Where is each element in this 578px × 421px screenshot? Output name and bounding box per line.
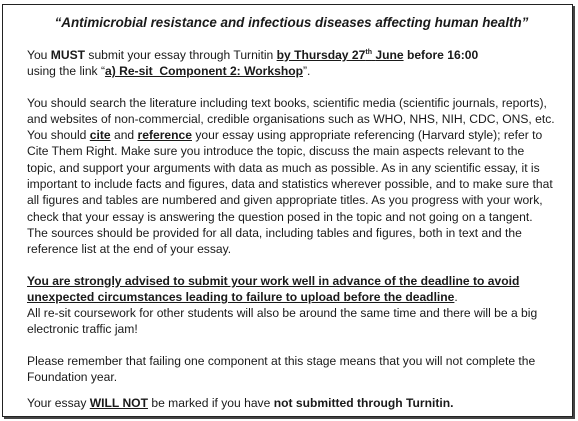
must-emphasis: MUST [50,48,86,62]
will-not-emphasis: WILL NOT [89,396,148,411]
turnitin-link-name: a) Re-sit_Component 2: Workshop [104,64,303,79]
deadline-date: by Thursday 27th June [276,48,404,62]
not-submitted-emphasis: not submitted through Turnitin. [273,396,454,411]
essay-title: “Antimicrobial resistance and infectious diseases affecting human health” [54,15,529,30]
deadline-time: before 16:00 [403,48,479,62]
reference-emphasis: reference [137,128,192,143]
cite-emphasis: cite [89,128,111,143]
final-warning: Your essay WILL NOT be marked if you have not submitted through Turnitin. [27,396,454,411]
strong-advice: You are strongly advised to submit your work well in advance of the deadline to avoid unexpected circumstances leading to failure to upload before the deadline [27,273,520,304]
foundation-warning: Please remember that failing one component at this stage means that you will not complete the Foundation year. [27,353,536,385]
traffic-jam-note: All re-sit coursework for other students will also be around the same time and there will be a big electronic traffic jam! [27,306,538,337]
submission-instructions: You MUST submit your essay through Turnitin by Thursday 27th June before 16:00 using the link “a) Re-sit_Component 2: Workshop”. [27,48,479,79]
deadline-advice: You are strongly advised to submit your work well in advance of the deadline to avoid unexpected circumstances leading to failure to upload before the deadline. [27,273,520,304]
instructions-box [2,4,573,417]
research-guidance: You should search the literature including text books, scientific media (scientific journals, reports), and websites of non-commercial, credible organisations such as WHO, NHS, NIH, CDC, ONS, etc. You should cite and reference your essay using appropriate referencing (Harvard style); refer to Cite Them Right. Make sure you introduce the topic, discuss the main aspects relevant to the topic, and support your arguments with data as much as possible. As in any scientific essay, it is important to include facts and figures, data and statistics wherever possible, and to make sure that all figures and tables are numbered and given appropriate titles. As you progress with your work, check that your essay is answering the question posed in the topic and not going on a tangent. The sources should be provided for all data, including tables and figures, both in text and the reference list at the end of your essay. [27,95,555,257]
